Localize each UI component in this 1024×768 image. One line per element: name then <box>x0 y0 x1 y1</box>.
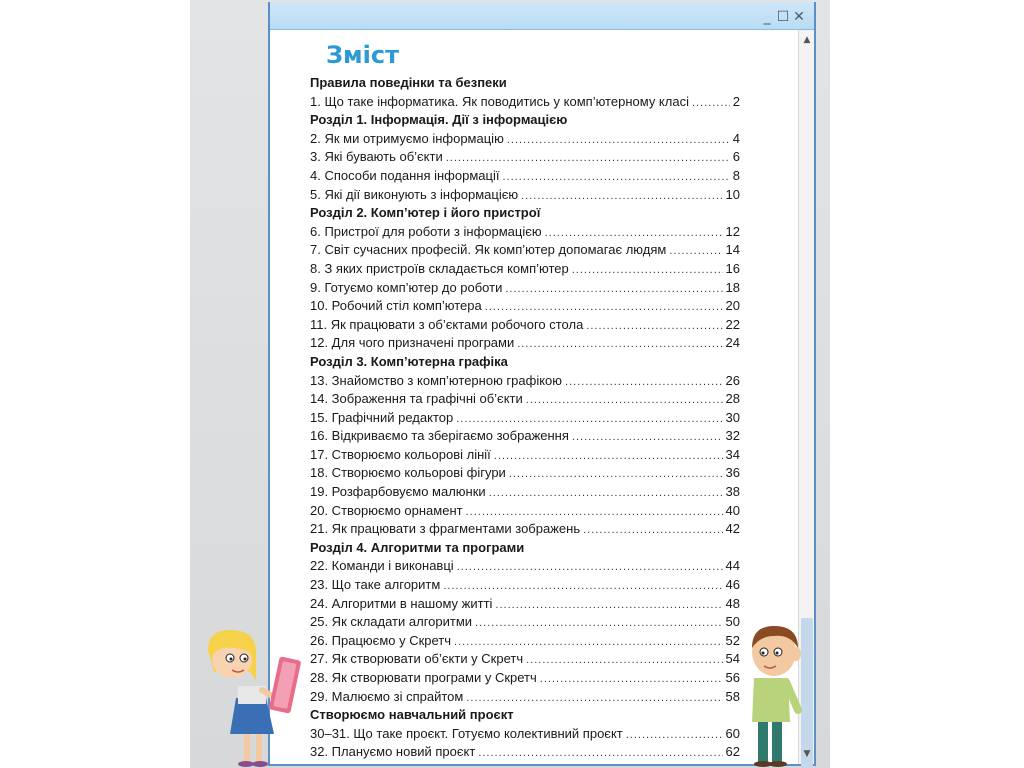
toc-dot-leader <box>583 521 722 540</box>
toc-entry[interactable] <box>310 613 740 632</box>
toc-dot-leader <box>521 187 722 206</box>
toc-page-number: 24 <box>725 335 740 351</box>
toc-page-number: 56 <box>725 670 740 685</box>
toc-entry-title: 3. Які бувають об’єкти <box>310 149 443 165</box>
toc-entry[interactable] <box>310 464 740 483</box>
toc-entry[interactable] <box>310 279 740 298</box>
toc-page-number: 20 <box>725 298 740 314</box>
toc-entry-title: 6. Пристрої для роботи з інформацією <box>310 223 542 239</box>
chevron-up-icon[interactable]: ▲ <box>803 35 811 45</box>
toc-page-number: 16 <box>725 260 740 276</box>
toc-entry[interactable] <box>310 130 740 149</box>
toc-page-number: 28 <box>725 391 740 407</box>
toc-entry-title: 17. Створюємо кольорові лінії <box>310 446 491 462</box>
toc-entry[interactable] <box>310 260 740 279</box>
toc-entry[interactable] <box>310 297 740 316</box>
toc-entry-title: 23. Що таке алгоритм <box>310 577 441 593</box>
toc-entry[interactable] <box>310 595 740 614</box>
toc-dot-leader <box>457 558 723 577</box>
toc-entry-title: 25. Як складати алгоритми <box>310 614 473 630</box>
boy-figure <box>752 626 801 767</box>
toc-entry[interactable] <box>310 669 740 688</box>
toc-entry-title: 12. Для чого призначені програми <box>310 335 515 351</box>
toc-page-number: 50 <box>725 614 740 630</box>
toc-list <box>310 74 740 762</box>
toc-dot-leader <box>494 447 723 466</box>
toc-page-number: 10 <box>725 186 740 202</box>
minimize-icon[interactable]: _ <box>763 9 771 25</box>
toc-entry[interactable] <box>310 334 740 353</box>
toc-page-number: 4 <box>732 130 740 146</box>
toc-entry-title: 2. Як ми отримуємо інформацію <box>310 130 504 146</box>
toc-entry-title: 8. З яких пристроїв складається комп’ютер <box>310 260 569 276</box>
toc-entry[interactable] <box>310 446 740 465</box>
toc-page-number: 12 <box>725 223 740 239</box>
toc-dot-leader <box>526 391 723 410</box>
toc-page-number: 30 <box>725 409 740 425</box>
toc-section-heading: Розділ 3. Комп’ютерна графіка <box>310 353 508 369</box>
toc-dot-leader <box>626 726 723 745</box>
toc-dot-leader <box>443 577 722 596</box>
toc-entry-title: 30–31. Що таке проєкт. Готуємо колективний проєкт <box>310 725 623 741</box>
toc-entry[interactable] <box>310 688 740 707</box>
toc-page-number: 36 <box>725 465 740 481</box>
toc-entry[interactable] <box>310 409 740 428</box>
toc-page-number: 34 <box>725 446 740 462</box>
toc-dot-leader <box>669 242 722 261</box>
toc-entry[interactable] <box>310 372 740 391</box>
toc-entry-title: 27. Як створювати об’єкти у Скретч <box>310 651 524 667</box>
toc-entry-title: 11. Як працювати з об’єктами робочого стола <box>310 316 584 332</box>
toc-page-number: 44 <box>725 558 740 574</box>
toc-page-number: 58 <box>725 688 740 704</box>
toc-section-heading: Створюємо навчальний проєкт <box>310 707 514 723</box>
toc-entry-title: 22. Команди і виконавці <box>310 558 454 574</box>
toc-entry[interactable] <box>310 148 740 167</box>
toc-entry[interactable] <box>310 502 740 521</box>
boy-illustration <box>738 622 808 768</box>
toc-dot-leader <box>507 131 730 150</box>
toc-page-number: 8 <box>732 167 740 183</box>
toc-dot-leader <box>565 373 722 392</box>
girl-figure <box>208 630 301 767</box>
toc-entry[interactable] <box>310 167 740 186</box>
page-title: Зміст <box>326 41 400 69</box>
toc-dot-leader <box>586 317 722 336</box>
toc-entry-title: 1. Що таке інформатика. Як поводитись у комп’ютерному класі <box>310 93 689 109</box>
toc-dot-leader <box>466 689 722 708</box>
toc-entry-title: 26. Працюємо у Скретч <box>310 632 452 648</box>
toc-page-number: 6 <box>732 149 740 165</box>
maximize-icon[interactable]: ☐ <box>776 9 790 25</box>
close-icon[interactable]: ✕ <box>793 9 805 25</box>
toc-page-number: 52 <box>725 632 740 648</box>
toc-dot-leader <box>466 503 723 522</box>
toc-entry[interactable] <box>310 632 740 651</box>
toc-dot-leader <box>572 428 723 447</box>
toc-entry-title: 29. Малюємо зі спрайтом <box>310 688 464 704</box>
toc-entry-title: 15. Графічний редактор <box>310 409 454 425</box>
toc-entry[interactable] <box>310 650 740 669</box>
toc-page-number: 2 <box>732 93 740 109</box>
toc-page-number: 48 <box>725 595 740 611</box>
toc-entry-title: 10. Робочий стіл комп’ютера <box>310 298 482 314</box>
toc-entry[interactable] <box>310 743 740 762</box>
toc-entry-title: 18. Створюємо кольорові фігури <box>310 465 506 481</box>
toc-entry-title: 20. Створюємо орнамент <box>310 502 463 518</box>
toc-entry[interactable] <box>310 390 740 409</box>
toc-page-number: 40 <box>725 502 740 518</box>
toc-dot-leader <box>505 280 722 299</box>
window-titlebar[interactable] <box>270 2 814 30</box>
toc-entry[interactable] <box>310 520 740 539</box>
toc-dot-leader <box>692 94 730 113</box>
toc-entry-title: 16. Відкриваємо та зберігаємо зображення <box>310 428 569 444</box>
chevron-down-icon[interactable]: ▼ <box>803 749 811 759</box>
toc-entry[interactable] <box>310 427 740 446</box>
toc-page-number: 54 <box>725 651 740 667</box>
toc-entry[interactable] <box>310 557 740 576</box>
toc-dot-leader <box>502 168 729 187</box>
toc-dot-leader <box>478 744 722 763</box>
toc-entry[interactable] <box>310 241 740 260</box>
toc-entry-title: 32. Плануємо новий проєкт <box>310 744 476 760</box>
girl-illustration <box>200 628 310 768</box>
toc-dot-leader <box>489 484 723 503</box>
toc-dot-leader <box>540 670 723 689</box>
toc-entry[interactable] <box>310 483 740 502</box>
toc-entry[interactable] <box>310 186 740 205</box>
toc-page-number: 60 <box>725 725 740 741</box>
toc-dot-leader <box>572 261 723 280</box>
toc-entry[interactable] <box>310 725 740 744</box>
toc-dot-leader <box>485 298 723 317</box>
toc-page-number: 32 <box>725 428 740 444</box>
toc-page-number: 14 <box>725 242 740 258</box>
toc-dot-leader <box>545 224 723 243</box>
toc-dot-leader <box>475 614 723 633</box>
toc-dot-leader <box>517 335 722 354</box>
toc-page-number: 46 <box>725 577 740 593</box>
toc-section-heading: Розділ 4. Алгоритми та програми <box>310 539 525 555</box>
toc-entry-title: 13. Знайомство з комп’ютерною графікою <box>310 372 563 388</box>
toc-entry-title: 14. Зображення та графічні об’єкти <box>310 391 523 407</box>
toc-dot-leader <box>509 465 723 484</box>
toc-page-number: 26 <box>725 372 740 388</box>
toc-page-number: 62 <box>725 744 740 760</box>
toc-entry[interactable] <box>310 576 740 595</box>
toc-dot-leader <box>446 149 730 168</box>
toc-dot-leader <box>454 633 722 652</box>
toc-entry[interactable] <box>310 223 740 242</box>
toc-content <box>310 38 740 762</box>
toc-dot-leader <box>526 651 722 670</box>
toc-page-number: 42 <box>725 521 740 537</box>
toc-section-heading: Розділ 1. Інформація. Дії з інформацією <box>310 112 568 128</box>
toc-window <box>268 2 816 766</box>
toc-entry[interactable] <box>310 316 740 335</box>
toc-dot-leader <box>456 410 722 429</box>
toc-entry-title: 19. Розфарбовуємо малюнки <box>310 484 486 500</box>
toc-page-number: 22 <box>725 316 740 332</box>
toc-dot-leader <box>495 596 722 615</box>
toc-page-number: 38 <box>725 484 740 500</box>
toc-page-number: 18 <box>725 279 740 295</box>
toc-entry[interactable] <box>310 93 740 112</box>
toc-entry-title: 5. Які дії виконують з інформацією <box>310 186 519 202</box>
toc-entry-title: 28. Як створювати програми у Скретч <box>310 670 537 685</box>
toc-entry-title: 9. Готуємо комп’ютер до роботи <box>310 279 503 295</box>
toc-section-heading: Розділ 2. Комп’ютер і його пристрої <box>310 205 541 221</box>
toc-entry-title: 4. Способи подання інформації <box>310 167 500 183</box>
toc-section-heading: Правила поведінки та безпеки <box>310 75 507 90</box>
toc-entry-title: 7. Світ сучасних професій. Як комп’ютер допомагає людям <box>310 242 667 258</box>
toc-entry-title: 21. Як працювати з фрагментами зображень <box>310 521 581 537</box>
toc-entry-title: 24. Алгоритми в нашому житті <box>310 595 493 611</box>
